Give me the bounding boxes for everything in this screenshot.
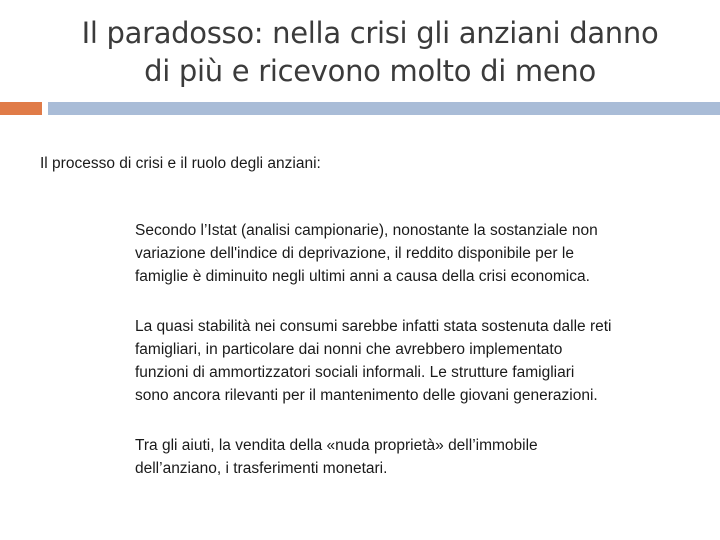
paragraph-line: famigliari, in particolare dai nonni che avrebbero implementato [135,341,563,358]
paragraph-line: dell’anziano, i trasferimenti monetari. [135,460,388,477]
paragraph-line: Tra gli aiuti, la vendita della «nuda proprietà» dell’immobile [135,437,538,454]
paragraph-line: variazione dell'indice di deprivazione, il reddito disponibile per le [135,245,574,262]
paragraph-aiuti [135,434,710,480]
paragraph-consumi [135,315,710,407]
paragraph-line: La quasi stabilità nei consumi sarebbe infatti stata sostenuta dalle reti [135,318,612,335]
intro-text: Il processo di crisi e il ruolo degli anziani: [40,155,321,172]
paragraph-istat [135,219,710,288]
paragraph-line: Secondo l’Istat (analisi campionarie), nonostante la sostanziale non [135,222,598,239]
accent-bar-blue [48,102,720,115]
paragraph-line: funzioni di ammortizzatori sociali informali. Le strutture famigliari [135,364,575,381]
paragraph-line: sono ancora rilevanti per il mantenimento delle giovani generazioni. [135,387,598,404]
paragraph-line: famiglie è diminuito negli ultimi anni a causa della crisi economica. [135,268,590,285]
title-line-1: Il paradosso: nella crisi gli anziani danno [81,16,659,50]
accent-bar-orange [0,102,42,115]
title-line-2: di più e ricevono molto di meno [144,54,596,88]
slide-title [40,14,700,90]
